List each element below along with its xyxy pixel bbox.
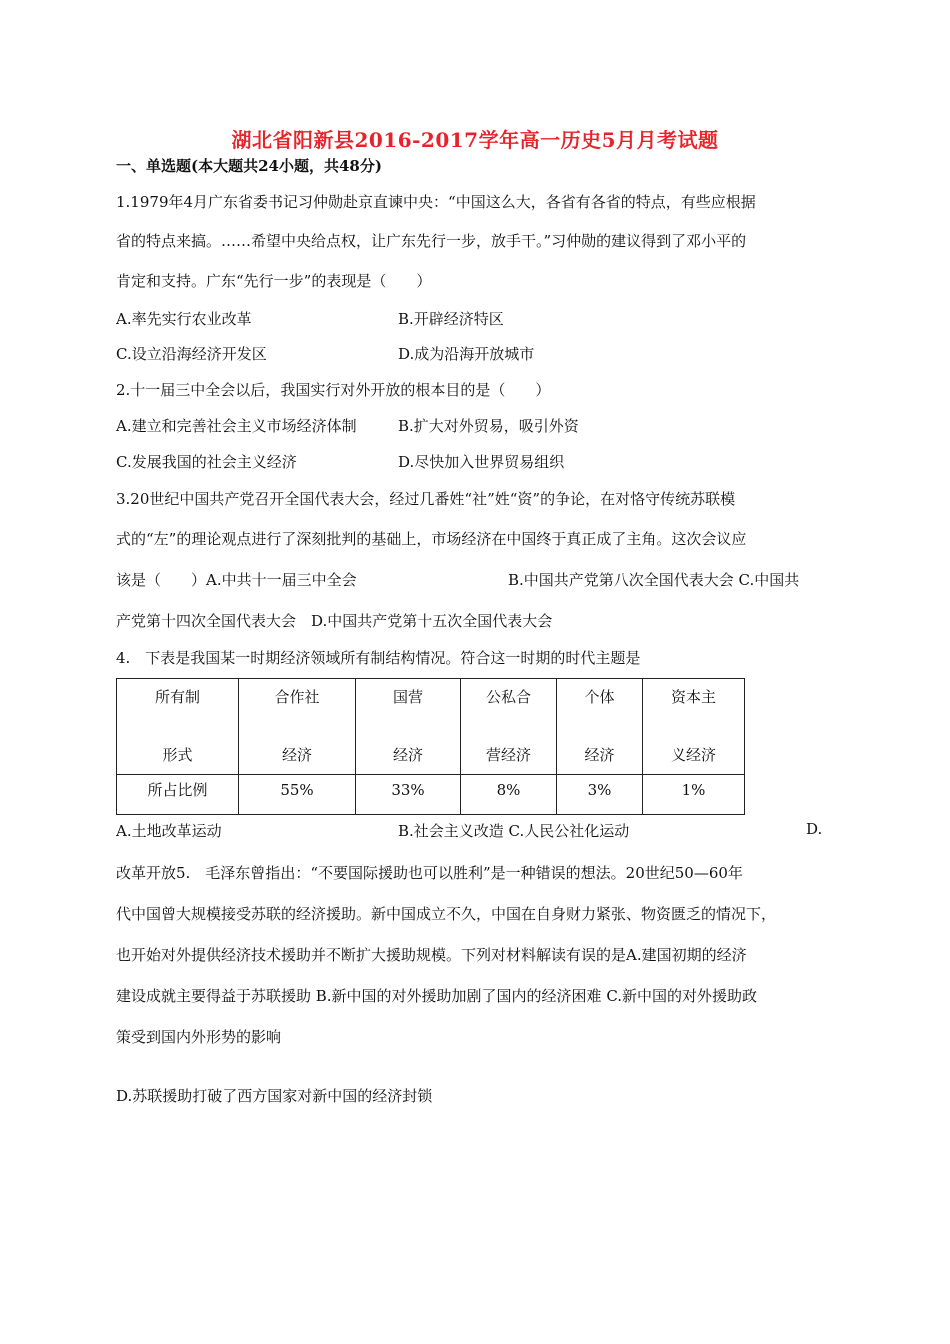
table-row xyxy=(117,775,745,815)
cell-text: 55% xyxy=(280,781,314,799)
q3-stem-line-1: 3.20世纪中国共产党召开全国代表大会，经过几番姓“社”姓“资”的争论，在对恪守传统苏联模 xyxy=(116,490,736,508)
q2-option-d: D.尽快加入世界贸易组织 xyxy=(398,453,565,471)
table-cell xyxy=(117,775,239,815)
cell-text: 1% xyxy=(681,781,706,799)
q3-stem-line-3b: B.中国共产党第八次全国代表大会 C.中国共 xyxy=(508,571,800,589)
q5-stem-line-3: 也开始对外提供经济技术援助并不断扩大援助规模。下列对材料解读有误的是A.建国初期的经济 xyxy=(116,946,747,964)
table-header-cell xyxy=(117,679,239,775)
cell-text: 3% xyxy=(587,781,612,799)
q3-stem-line-3a: 该是（ ）A.中共十一届三中全会 xyxy=(116,571,357,589)
header-top-text: 国营 xyxy=(392,688,423,706)
table-header-cell xyxy=(461,679,557,775)
table-header-row xyxy=(117,679,745,775)
header-bottom-text: 经济 xyxy=(392,746,423,764)
header-top-text: 公私合 xyxy=(485,688,531,706)
q5-option-d: D.苏联援助打破了西方国家对新中国的经济封锁 xyxy=(116,1087,433,1105)
q5-stem-line-1: 改革开放5. 毛泽东曾指出：“不要国际援助也可以胜利”是一种错误的想法。20世纪50—60年 xyxy=(116,864,743,882)
q5-stem-line-2: 代中国曾大规模接受苏联的经济援助。新中国成立不久，中国在自身财力紧张、物资匮乏的情况下， xyxy=(116,905,777,923)
table-header-cell xyxy=(643,679,745,775)
header-bottom-text: 形式 xyxy=(162,746,193,764)
q4-option-bc: B.社会主义改造 C.人民公社化运动 xyxy=(398,822,630,840)
table-header-cell xyxy=(356,679,461,775)
header-bottom-text: 经济 xyxy=(281,746,312,764)
q1-stem-line-3: 肯定和支持。广东“先行一步”的表现是（ ） xyxy=(116,272,432,290)
cell-text: 所占比例 xyxy=(147,781,208,799)
header-bottom-text: 义经济 xyxy=(670,746,716,764)
table-header-cell xyxy=(239,679,356,775)
table-cell xyxy=(557,775,643,815)
table-cell xyxy=(356,775,461,815)
q1-stem-line-2: 省的特点来搞。……希望中央给点权，让广东先行一步，放手干。”习仲勋的建议得到了邓小平的 xyxy=(116,232,747,250)
page-title: 湖北省阳新县2016-2017学年高一历史5月月考试题 xyxy=(231,128,719,152)
q1-option-c: C.设立沿海经济开发区 xyxy=(116,345,267,363)
table-header-cell xyxy=(557,679,643,775)
q4-stem: 4. 下表是我国某一时期经济领域所有制结构情况。符合这一时期的时代主题是 xyxy=(116,649,641,667)
q3-stem-line-4: 产党第十四次全国代表大会 D.中国共产党第十五次全国代表大会 xyxy=(116,612,553,630)
header-top-text: 资本主 xyxy=(670,688,716,706)
q2-option-a: A.建立和完善社会主义市场经济体制 xyxy=(116,417,357,435)
q2-option-b: B.扩大对外贸易，吸引外资 xyxy=(398,417,579,435)
q1-option-a: A.率先实行农业改革 xyxy=(116,310,252,328)
table-cell xyxy=(461,775,557,815)
section-heading: 一、单选题(本大题共24小题，共48分) xyxy=(116,157,382,175)
table-cell xyxy=(239,775,356,815)
table-cell xyxy=(643,775,745,815)
q5-stem-line-5: 策受到国内外形势的影响 xyxy=(116,1028,282,1046)
q3-stem-line-2: 式的“左”的理论观点进行了深刻批判的基础上，市场经济在中国终于真正成了主角。这次会议应 xyxy=(116,530,747,548)
q5-stem-line-4: 建设成就主要得益于苏联援助 B.新中国的对外援助加剧了国内的经济困难 C.新中国的对外援助政 xyxy=(116,987,758,1005)
cell-text: 8% xyxy=(496,781,521,799)
ownership-table xyxy=(116,678,745,815)
header-top-text: 所有制 xyxy=(154,688,200,706)
header-bottom-text: 经济 xyxy=(584,746,615,764)
q2-option-c: C.发展我国的社会主义经济 xyxy=(116,453,297,471)
header-bottom-text: 营经济 xyxy=(485,746,531,764)
q1-stem-line-1: 1.1979年4月广东省委书记习仲勋赴京直谏中央：“中国这么大，各省有各省的特点，有些应根据 xyxy=(116,193,756,211)
cell-text: 33% xyxy=(391,781,425,799)
q4-option-d: D. xyxy=(806,820,823,838)
header-top-text: 个体 xyxy=(584,688,615,706)
q1-option-b: B.开辟经济特区 xyxy=(398,310,504,328)
q1-option-d: D.成为沿海开放城市 xyxy=(398,345,535,363)
header-top-text: 合作社 xyxy=(274,688,320,706)
q2-stem: 2.十一届三中全会以后，我国实行对外开放的根本目的是（ ） xyxy=(116,381,551,399)
q4-option-a: A.土地改革运动 xyxy=(116,822,222,840)
